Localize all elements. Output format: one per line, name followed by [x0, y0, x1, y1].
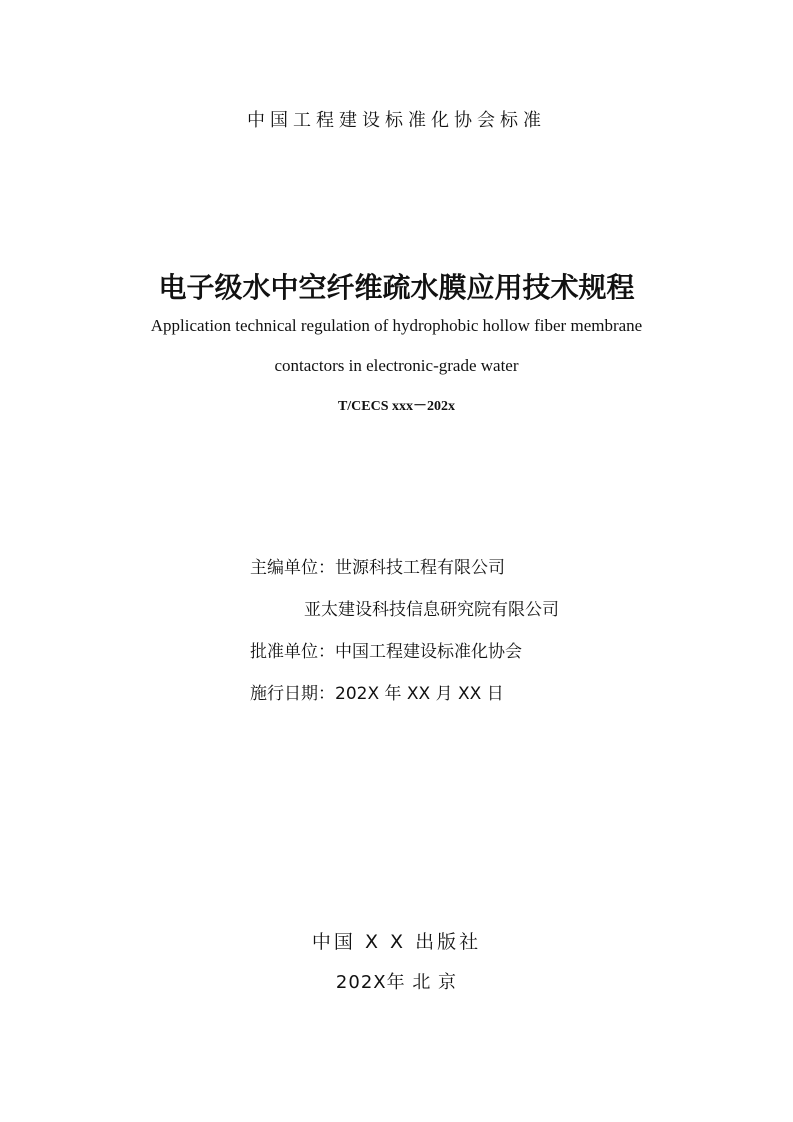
publication-year-place: 202X年 北 京 [335, 972, 458, 993]
document-title-english-line2: contactors in electronic-grade water [274, 356, 519, 375]
effective-date: 施行日期：202X 年 XX 月 XX 日 [250, 684, 504, 704]
standard-code: T/CECS xxx－202x [337, 399, 456, 414]
approval-unit: 批准单位：中国工程建设标准化协会 [250, 642, 522, 662]
publisher-name: 中国 X X 出版社 [311, 931, 482, 953]
document-title-chinese: 电子级水中空纤维疏水膜应用技术规程 [158, 271, 635, 304]
association-standard-header: 中国工程建设标准化协会标准 [247, 110, 546, 131]
chief-editor-unit: 主编单位：世源科技工程有限公司 [250, 558, 505, 578]
document-title-english-line1: Application technical regulation of hydrophobic hollow fiber membrane [150, 316, 643, 335]
co-editor-unit: 亚太建设科技信息研究院有限公司 [304, 600, 559, 620]
